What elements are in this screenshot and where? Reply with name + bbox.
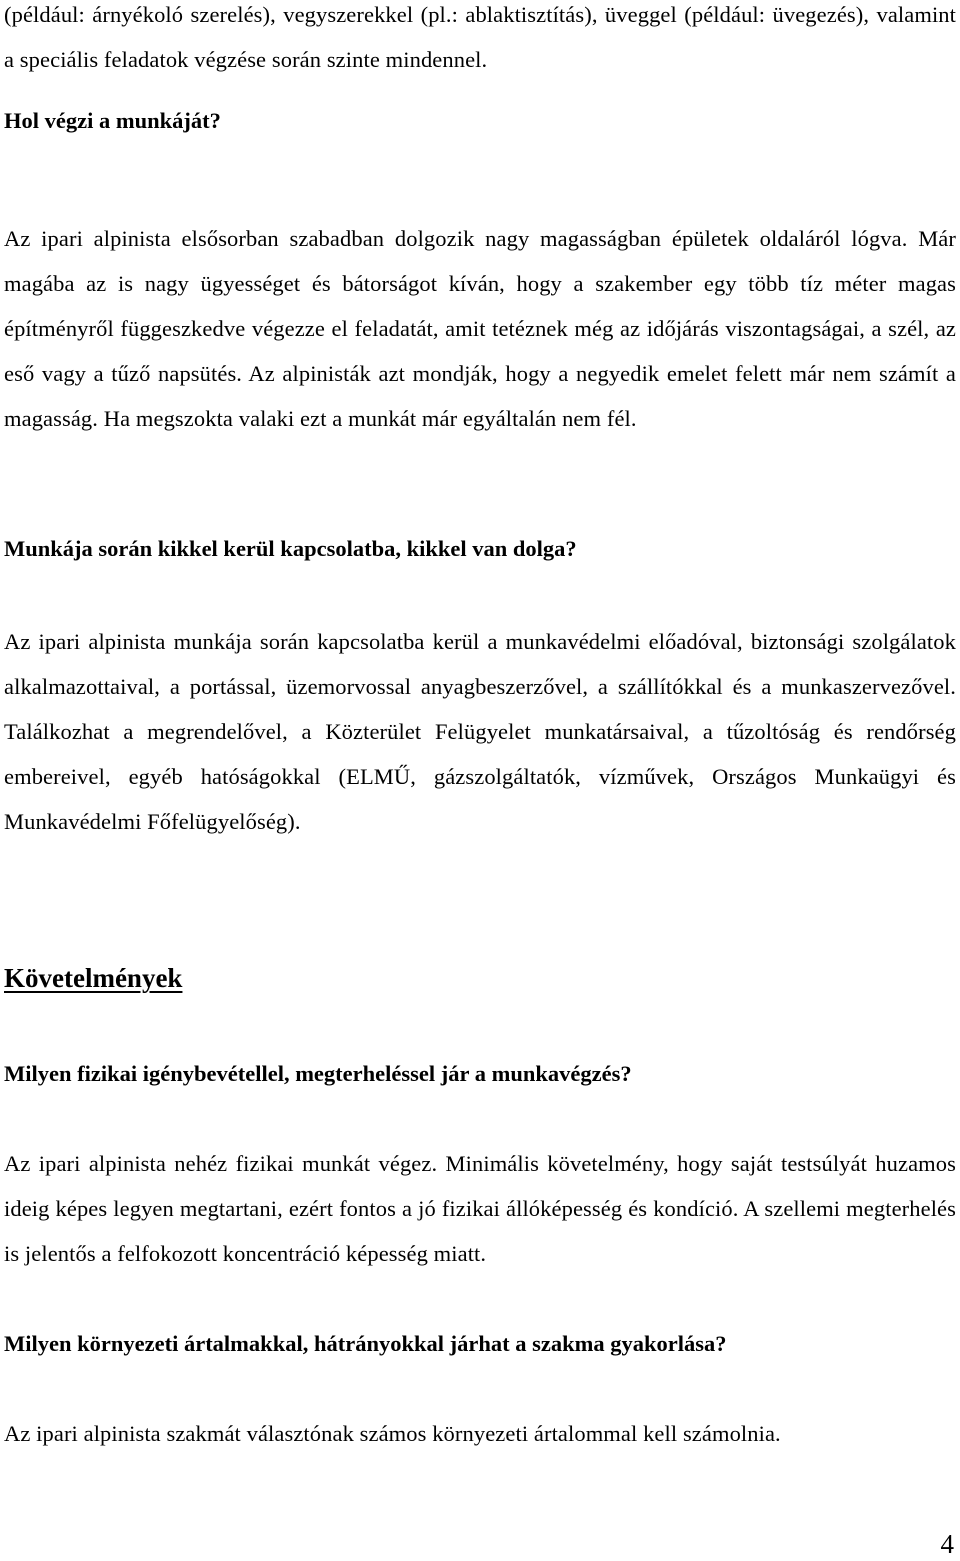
section-title-requirements: Követelmények: [4, 963, 183, 993]
page-number: 4: [940, 1529, 954, 1559]
answer-paragraph-physical: Az ipari alpinista nehéz fizikai munkát végez. Minimális követelmény, hogy saját testsúlyát huzamos ideig képes legyen megtartani, ezért fontos a jó fizikai állóképesség és kondíció. A szellemi megterhelés is jelentős a felfokozott koncentráció képesség miatt.: [4, 1151, 956, 1266]
question-heading-where: Hol végzi a munkáját?: [4, 108, 221, 133]
answer-paragraph-where: Az ipari alpinista elsősorban szabadban dolgozik nagy magasságban épületek oldaláról lógva. Már magába az is nagy ügyességet és bátorságot kíván, hogy a szakember egy több tíz méter magas építményről függeszkedve végezze el feladatát, amit tetéznek még az időjárás viszontagságai, a szél, az eső vagy a tűző napsütés. Az alpinisták azt mondják, hogy a negyedik emelet felett már nem számít a magasság. Ha megszokta valaki ezt a munkát már egyáltalán nem fél.: [4, 226, 956, 431]
intro-paragraph: (például: árnyékoló szerelés), vegyszerekkel (pl.: ablaktisztítás), üveggel (például: üvegezés), valamint a speciális feladatok végzése során szinte mindennel.: [4, 2, 956, 72]
question-heading-contacts: Munkája során kikkel kerül kapcsolatba, kikkel van dolga?: [4, 536, 577, 561]
answer-paragraph-environment: Az ipari alpinista szakmát választónak számos környezeti ártalommal kell számolnia.: [4, 1421, 781, 1446]
question-heading-environment: Milyen környezeti ártalmakkal, hátrányokkal járhat a szakma gyakorlása?: [4, 1331, 727, 1356]
answer-paragraph-contacts: Az ipari alpinista munkája során kapcsolatba kerül a munkavédelmi előadóval, biztonsági szolgálatok alkalmazottaival, a portással, üzemorvossal anyagbeszerzővel, a szállítókkal és a munkaszervezővel. Találkozhat a megrendelővel, a Közterület Felügyelet munkatársaival, a tűzoltóság és rendőrség embereivel, egyéb hatóságokkal (ELMŰ, gázszolgáltatók, vízművek, Országos Munkaügyi és Munkavédelmi Főfelügyelőség).: [4, 629, 956, 834]
question-heading-physical: Milyen fizikai igénybevétellel, megterheléssel jár a munkavégzés?: [4, 1061, 632, 1086]
